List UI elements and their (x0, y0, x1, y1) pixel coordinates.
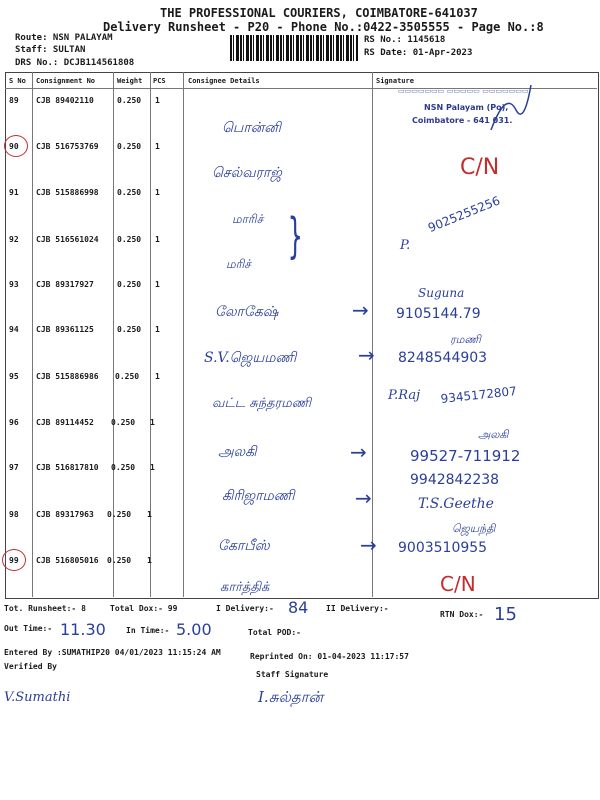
sig-phone: 9942842238 (410, 472, 500, 488)
entered-by: Entered By :SUMATHIP20 04/01/2023 11:15:24 AM (4, 648, 221, 657)
page-subtitle: Delivery Runsheet - P20 - Phone No.:0422-3505555 - Page No.:8 (103, 20, 544, 34)
row-weight: 0.250 (115, 372, 140, 381)
arrow-mark: → (350, 440, 367, 464)
arrow-mark: → (360, 533, 377, 557)
sig-phone: 9025255256 (426, 193, 503, 235)
row-consignment: CJB 516817810 (36, 463, 99, 472)
handwritten-consignee: செல்வராஜ் (212, 165, 282, 181)
page-title: THE PROFESSIONAL COURIERS, COIMBATORE-641037 (160, 6, 478, 20)
handwritten-consignee: பொன்னி (222, 120, 281, 136)
sig-name: T.S.Geethe (418, 496, 494, 512)
verified-by: Verified By (4, 662, 57, 671)
handwritten-consignee: மாரிச் (232, 212, 264, 226)
sig-name: அலகி (478, 428, 509, 441)
row-consignment: CJB 515886998 (36, 188, 99, 197)
in-time-label: In Time:- (126, 626, 170, 635)
row-weight: 0.250 (107, 510, 132, 519)
row-weight: 0.250 (111, 463, 136, 472)
row-pcs: 1 (150, 463, 155, 472)
sig-phone: 9003510955 (398, 540, 488, 556)
handwritten-consignee: லோகேஷ் (215, 304, 279, 320)
row-weight: 0.250 (117, 235, 142, 244)
i-delivery-value: 84 (288, 598, 309, 617)
arrow-mark: → (355, 486, 372, 510)
column-divider (32, 72, 33, 597)
rtn-dox-label: RTN Dox:- (440, 610, 484, 619)
rs-number: RS No.: 1145618 (364, 35, 446, 45)
arrow-mark: → (358, 343, 375, 367)
row-sno: 95 (9, 372, 19, 381)
rtn-dox-value: 15 (494, 604, 517, 625)
barcode (230, 35, 358, 61)
handwritten-consignee: கார்த்திக் (220, 580, 270, 595)
row-pcs: 1 (155, 280, 160, 289)
column-divider (183, 72, 184, 597)
sig-name: ரமணி (450, 333, 481, 346)
row-sno: 91 (9, 188, 19, 197)
row-weight: 0.250 (117, 280, 142, 289)
column-header-signature: Signature (376, 77, 414, 85)
total-pod-label: Total POD:- (248, 628, 301, 637)
staff-label: Staff: SULTAN (15, 45, 86, 55)
row-consignment: CJB 516561024 (36, 235, 99, 244)
row-pcs: 1 (155, 325, 160, 334)
handwritten-consignee: வட்ட சுந்தரமணி (212, 396, 312, 411)
row-pcs: 1 (155, 188, 160, 197)
verifier-signature: V.Sumathi (4, 690, 71, 705)
row-weight: 0.250 (117, 188, 142, 197)
row-consignment: CJB 516753769 (36, 142, 99, 151)
in-time-value: 5.00 (176, 620, 212, 639)
row-sno: 96 (9, 418, 19, 427)
row-weight: 0.250 (117, 142, 142, 151)
cn-mark: C/N (440, 572, 476, 596)
arrow-mark: → (352, 298, 369, 322)
row-sno: 99 (9, 556, 19, 565)
row-pcs: 1 (155, 142, 160, 151)
row-pcs: 1 (155, 372, 160, 381)
sig-phone: 9105144.79 (396, 306, 481, 322)
row-weight: 0.250 (117, 325, 142, 334)
sig-initial: P. (400, 238, 411, 253)
stamp-line-top: ▭▭▭▭▭▭▭ ▭▭▭▭▭ ▭▭▭▭▭▭▭ (398, 87, 529, 95)
row-pcs: 1 (155, 96, 160, 105)
sig-name: ஜெயந்தி (452, 522, 496, 535)
handwritten-consignee: கிரிஜாமணி (222, 488, 295, 504)
column-header-sno: S No (9, 77, 26, 85)
row-pcs: 1 (155, 235, 160, 244)
staff-signature: I.சுல்தான் (258, 688, 324, 706)
row-consignment: CJB 515886986 (36, 372, 99, 381)
ii-delivery-label: II Delivery:- (326, 604, 389, 613)
cn-mark: C/N (460, 155, 500, 180)
sig-name: P.Raj (388, 388, 421, 403)
handwritten-consignee: அலகி (218, 444, 257, 460)
reprinted-on: Reprinted On: 01-04-2023 11:17:57 (250, 652, 409, 661)
column-header-weight: Weight (117, 77, 143, 85)
row-sno: 94 (9, 325, 19, 334)
sig-phone: 9345172807 (440, 384, 518, 406)
column-header-pcs: PCS (153, 77, 166, 85)
row-sno: 89 (9, 96, 19, 105)
handwritten-consignee: கோபீஸ் (218, 538, 270, 554)
row-pcs: 1 (147, 510, 152, 519)
row-sno: 98 (9, 510, 19, 519)
row-sno: 97 (9, 463, 19, 472)
brace-mark: } (287, 208, 303, 264)
row-weight: 0.250 (111, 418, 136, 427)
stamp-line1: NSN Palayam (Po), (424, 103, 509, 112)
sig-phone: 8248544903 (398, 350, 488, 366)
stamp-line2: Coimbatore - 641 031. (412, 116, 513, 125)
runsheet-table (5, 72, 599, 599)
row-pcs: 1 (150, 418, 155, 427)
handwritten-consignee: S.V.ஜெயமணி (204, 350, 297, 366)
row-consignment: CJB 89402110 (36, 96, 94, 105)
row-sno: 90 (9, 142, 19, 151)
row-weight: 0.250 (107, 556, 132, 565)
staff-signature-label: Staff Signature (256, 670, 329, 679)
signature-scribble (486, 80, 536, 136)
drs-number: DRS No.: DCJB114561808 (15, 58, 135, 68)
tot-runsheet: Tot. Runsheet:- 8 (4, 604, 86, 613)
i-delivery-label: I Delivery:- (216, 604, 274, 613)
row-weight: 0.250 (117, 96, 142, 105)
row-consignment: CJB 89114452 (36, 418, 94, 427)
row-pcs: 1 (147, 556, 152, 565)
route-label: Route: NSN PALAYAM (15, 33, 113, 43)
rs-date: RS Date: 01-Apr-2023 (364, 48, 473, 58)
sig-phone: 99527-711912 (410, 447, 521, 465)
row-consignment: CJB 89317927 (36, 280, 94, 289)
handwritten-consignee: மரிச் (226, 257, 251, 271)
out-time-value: 11.30 (60, 620, 106, 639)
column-header-consignee: Consignee Details (188, 77, 260, 85)
out-time-label: Out Time:- (4, 624, 53, 633)
total-dox: Total Dox:- 99 (110, 604, 178, 613)
row-consignment: CJB 516805016 (36, 556, 99, 565)
column-divider (372, 72, 373, 597)
row-sno: 92 (9, 235, 19, 244)
sno-circle-mark (2, 549, 26, 571)
sig-name: Suguna (418, 286, 465, 300)
sno-circle-mark (4, 135, 28, 157)
column-header-consignment: Consignment No (36, 77, 96, 85)
row-consignment: CJB 89317963 (36, 510, 94, 519)
row-sno: 93 (9, 280, 19, 289)
row-consignment: CJB 89361125 (36, 325, 94, 334)
